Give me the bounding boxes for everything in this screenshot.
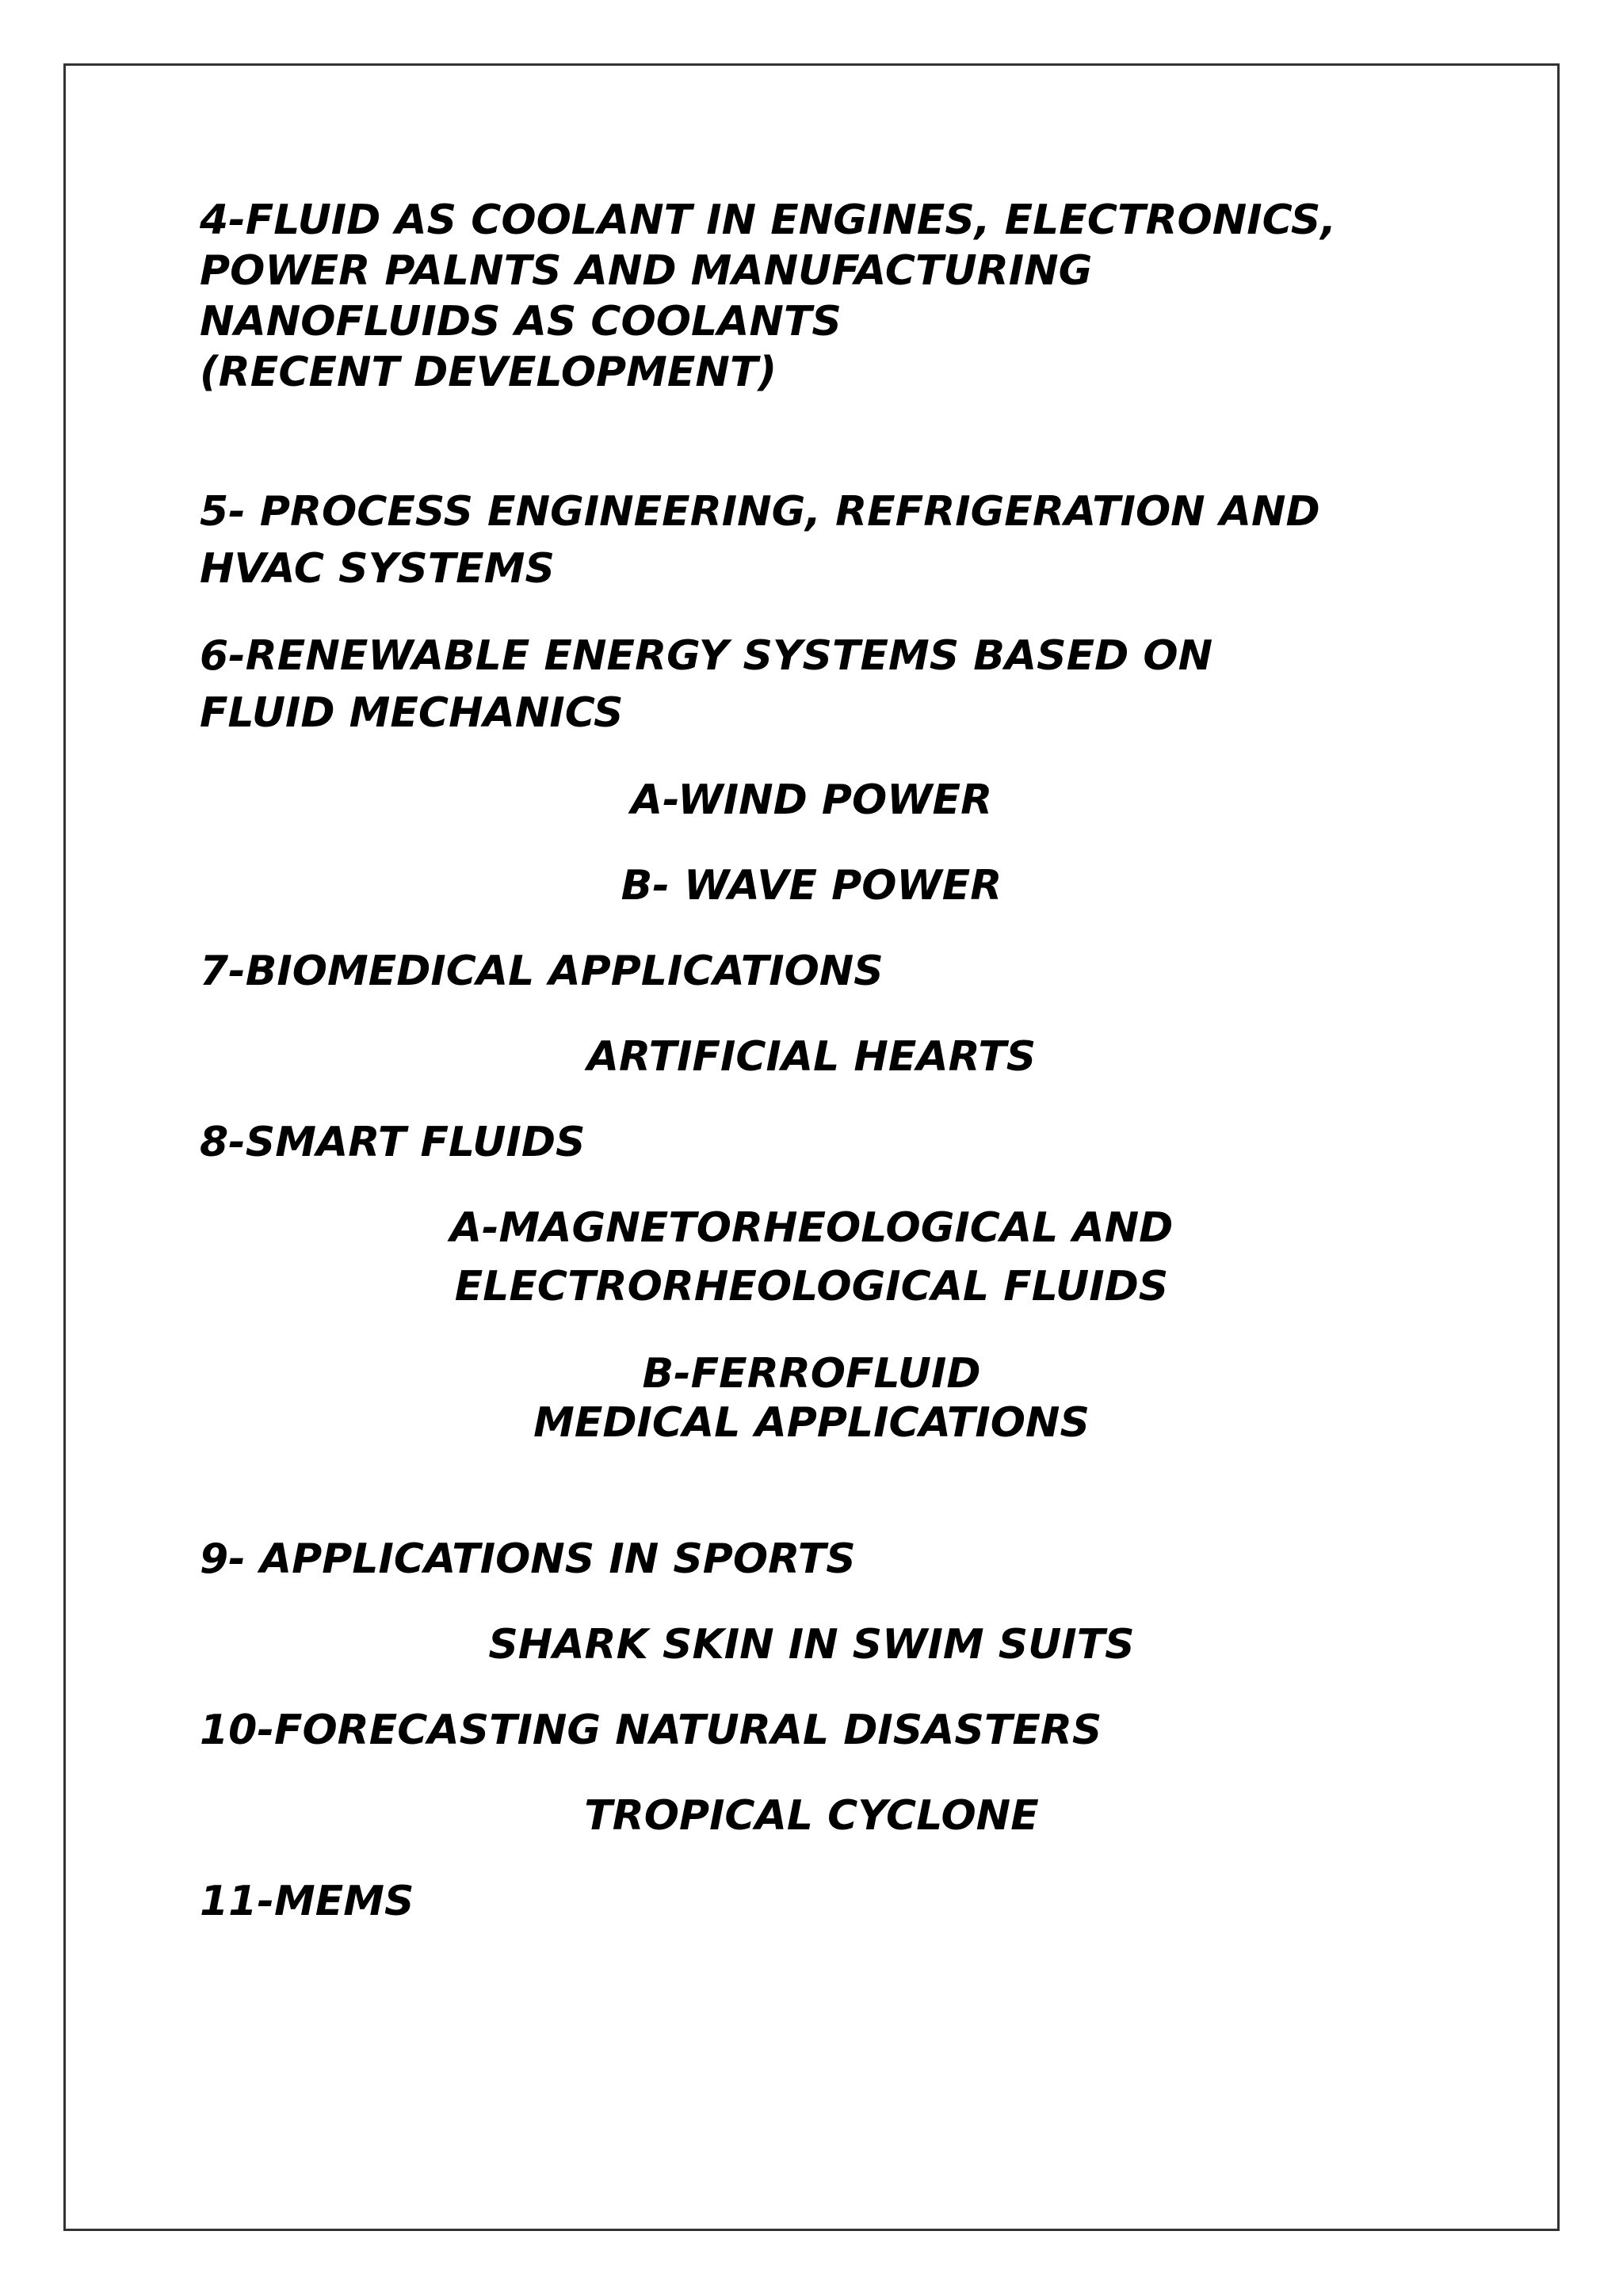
item-6-heading-line-1: 6-RENEWABLE ENERGY SYSTEMS BASED ON xyxy=(200,632,1213,680)
item-10-heading: 10-FORECASTING NATURAL DISASTERS xyxy=(200,1707,1102,1754)
item-7-sub: ARTIFICIAL HEARTS xyxy=(586,1033,1037,1081)
item-8-sub-b-line-2: MEDICAL APPLICATIONS xyxy=(533,1399,1090,1447)
item-6-heading-line-2: FLUID MECHANICS xyxy=(200,689,624,737)
item-10-sub: TROPICAL CYCLONE xyxy=(584,1792,1039,1840)
item-11-heading: 11-MEMS xyxy=(200,1878,414,1925)
item-8-sub-a-line-1: A-MAGNETORHEOLOGICAL AND xyxy=(449,1204,1174,1252)
item-9-heading: 9- APPLICATIONS IN SPORTS xyxy=(200,1535,856,1583)
item-8-heading: 8-SMART FLUIDS xyxy=(200,1119,586,1166)
item-4-heading-line-3: NANOFLUIDS AS COOLANTS xyxy=(200,298,842,345)
item-8-sub-b-line-1: B-FERROFLUID xyxy=(642,1350,981,1398)
item-5-heading-line-1: 5- PROCESS ENGINEERING, REFRIGERATION AND xyxy=(200,488,1320,536)
item-9-sub: SHARK SKIN IN SWIM SUITS xyxy=(488,1621,1135,1669)
item-6-sub-a: A-WIND POWER xyxy=(630,776,993,824)
item-6-sub-b: B- WAVE POWER xyxy=(621,862,1002,910)
item-4-heading-line-2: POWER PALNTS AND MANUFACTURING xyxy=(200,247,1093,295)
item-4-heading-line-4: (RECENT DEVELOPMENT) xyxy=(200,349,777,396)
item-4-heading-line-1: 4-FLUID AS COOLANT IN ENGINES, ELECTRONICS, xyxy=(200,196,1337,244)
item-7-heading: 7-BIOMEDICAL APPLICATIONS xyxy=(200,948,884,995)
item-8-sub-a-line-2: ELECTRORHEOLOGICAL FLUIDS xyxy=(454,1263,1169,1310)
item-5-heading-line-2: HVAC SYSTEMS xyxy=(200,545,555,593)
